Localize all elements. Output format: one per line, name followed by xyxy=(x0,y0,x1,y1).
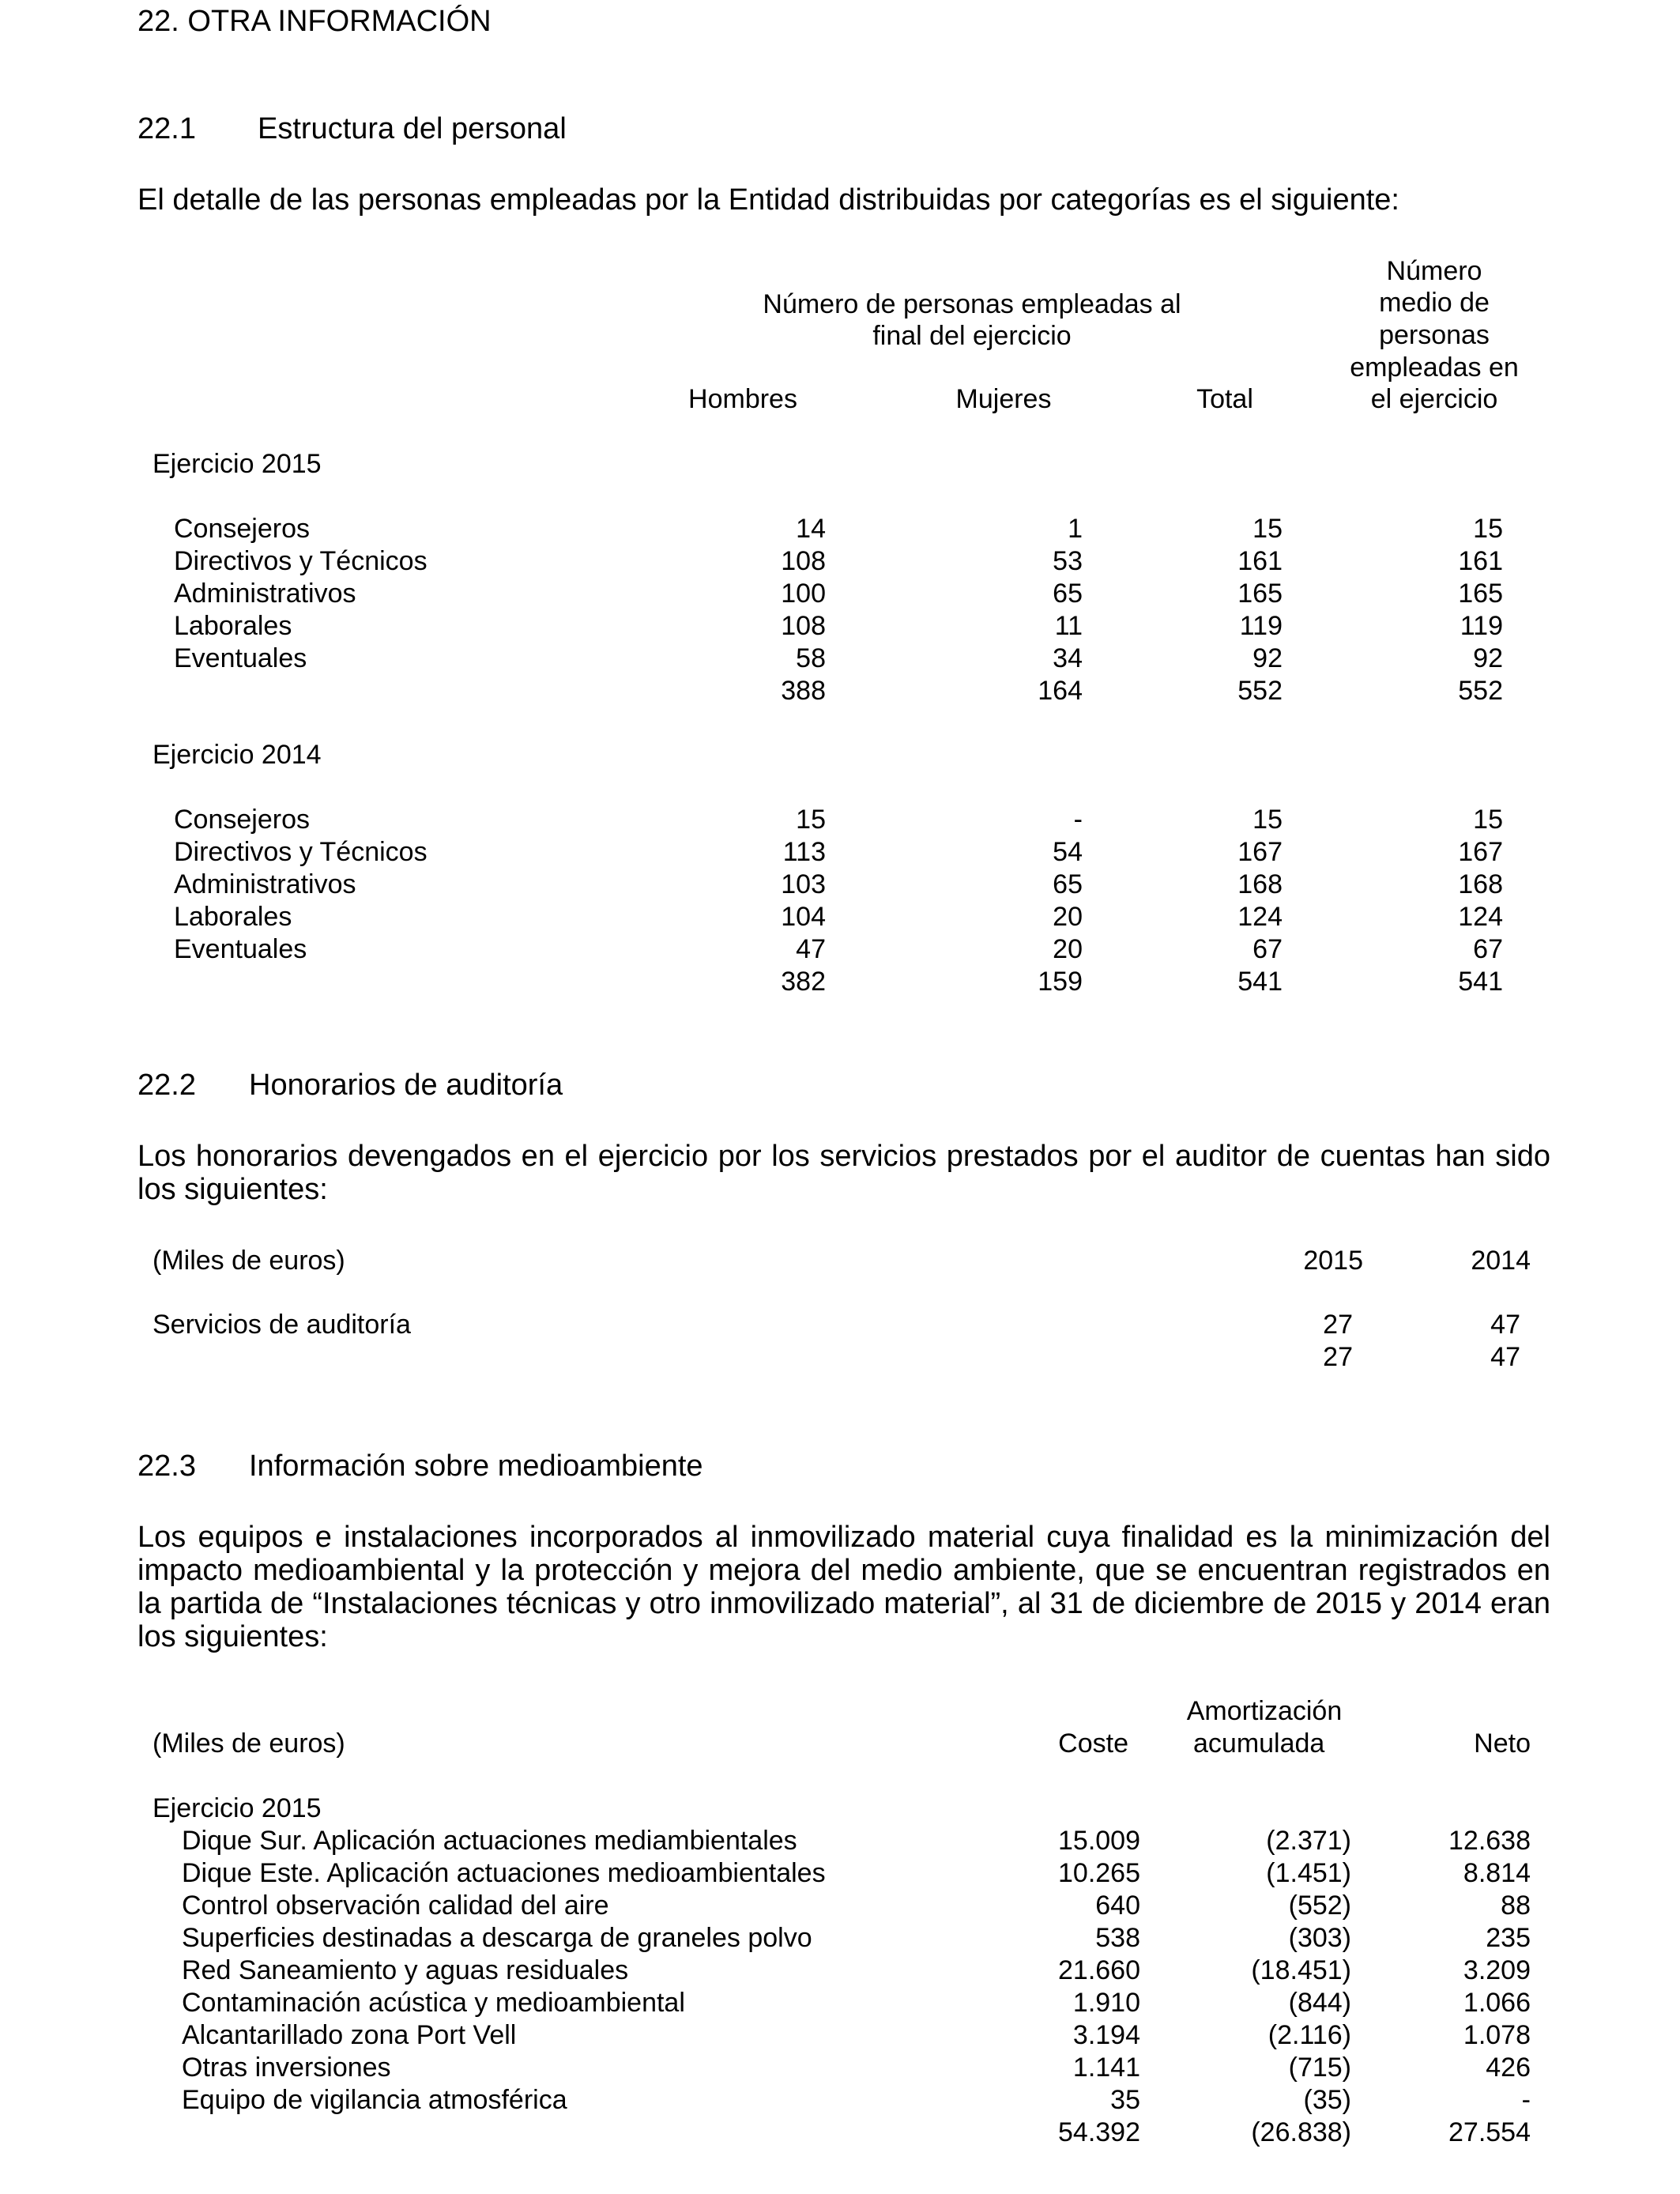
env-row-amort: (1.451) xyxy=(1266,1858,1351,1888)
table-row xyxy=(0,805,1680,837)
row-medio: 165 xyxy=(1458,579,1503,609)
col-total: Total xyxy=(1196,384,1253,414)
row-hombres: 108 xyxy=(781,546,826,576)
row-category: Eventuales xyxy=(174,934,307,964)
audit-row-label: Servicios de auditoría xyxy=(153,1310,411,1340)
env-row-neto: 27.554 xyxy=(1448,2117,1531,2147)
env-row-amort: (715) xyxy=(1288,2053,1351,2083)
audit-header-row xyxy=(0,1246,1680,1278)
row-category: Eventuales xyxy=(174,643,307,673)
env-row-label: Red Saneamiento y aguas residuales xyxy=(182,1955,629,1985)
env-row-neto: 3.209 xyxy=(1463,1955,1531,1985)
env-year-label: Ejercicio 2015 xyxy=(153,1793,322,1823)
env-row-coste: 15.009 xyxy=(1058,1826,1140,1856)
env-row-coste: 640 xyxy=(1095,1891,1140,1921)
audit-row-2014: 47 xyxy=(1490,1342,1520,1372)
row-hombres: 104 xyxy=(781,902,826,932)
subsection-number-22-1: 22.1 xyxy=(137,112,196,145)
audit-unit: (Miles de euros) xyxy=(153,1246,345,1276)
table-row xyxy=(0,2020,1680,2053)
env-row-label: Control observación calidad del aire xyxy=(182,1891,609,1921)
table-row xyxy=(0,837,1680,869)
env-row-coste: 10.265 xyxy=(1058,1858,1140,1888)
table-row xyxy=(0,611,1680,643)
row-mujeres: - xyxy=(1073,805,1083,835)
env-row-coste: 35 xyxy=(1110,2085,1140,2115)
row-total: 161 xyxy=(1237,546,1283,576)
subsection-title-22-3: Información sobre medioambiente xyxy=(249,1449,703,1483)
audit-row-2014: 47 xyxy=(1490,1310,1520,1340)
env-col-amort-line-1: Amortización xyxy=(1186,1696,1343,1726)
row-hombres: 103 xyxy=(781,869,826,899)
row-total: 15 xyxy=(1252,514,1283,544)
row-hombres: 58 xyxy=(796,643,826,673)
row-medio: 161 xyxy=(1458,546,1503,576)
row-mujeres: 11 xyxy=(1054,611,1083,641)
row-mujeres: 164 xyxy=(1038,676,1083,706)
row-medio: 15 xyxy=(1473,514,1503,544)
env-row-label: Contaminación acústica y medioambiental xyxy=(182,1988,685,2018)
row-hombres: 388 xyxy=(781,676,826,706)
subsection-number-22-3: 22.3 xyxy=(137,1449,196,1483)
year-label-2014: Ejercicio 2014 xyxy=(153,740,322,770)
row-category: Directivos y Técnicos xyxy=(174,837,428,867)
col-medio-line-2: medio de xyxy=(1379,288,1490,318)
row-mujeres: 34 xyxy=(1053,643,1083,673)
col-mujeres: Mujeres xyxy=(955,384,1052,414)
col-hombres: Hombres xyxy=(688,384,797,414)
section-title: 22. OTRA INFORMACIÓN xyxy=(137,5,492,38)
env-row-neto: 1.078 xyxy=(1463,2020,1531,2050)
env-row-neto: 8.814 xyxy=(1463,1858,1531,1888)
table-row xyxy=(0,1310,1680,1342)
row-hombres: 47 xyxy=(796,934,826,964)
table-row xyxy=(0,1923,1680,1955)
audit-col-2014: 2014 xyxy=(1471,1246,1531,1276)
row-category: Laborales xyxy=(174,902,292,932)
row-hombres: 100 xyxy=(781,579,826,609)
row-hombres: 382 xyxy=(781,967,826,997)
row-total: 67 xyxy=(1252,934,1283,964)
row-hombres: 14 xyxy=(796,514,826,544)
table-row xyxy=(0,1891,1680,1923)
row-total: 165 xyxy=(1237,579,1283,609)
env-row-coste: 3.194 xyxy=(1072,2020,1140,2050)
env-row-label: Superficies destinadas a descarga de graneles polvo xyxy=(182,1923,812,1953)
row-category: Consejeros xyxy=(174,514,310,544)
col-medio-line-5: el ejercicio xyxy=(1370,384,1498,414)
table-row-total xyxy=(0,1342,1680,1374)
subsection-title-22-2: Honorarios de auditoría xyxy=(249,1069,563,1102)
table-row xyxy=(0,514,1680,546)
row-medio: 92 xyxy=(1473,643,1503,673)
subsection-title-22-1: Estructura del personal xyxy=(258,112,567,145)
row-total: 124 xyxy=(1237,902,1283,932)
table-row xyxy=(0,1955,1680,1988)
row-medio: 541 xyxy=(1458,967,1503,997)
row-medio: 167 xyxy=(1458,837,1503,867)
row-mujeres: 20 xyxy=(1053,934,1083,964)
env-row-amort: (26.838) xyxy=(1251,2117,1351,2147)
row-hombres: 15 xyxy=(796,805,826,835)
table-row-total xyxy=(0,2117,1680,2150)
row-mujeres: 1 xyxy=(1068,514,1083,544)
env-row-label: Dique Sur. Aplicación actuaciones mediambientales xyxy=(182,1826,797,1856)
col-medio-line-3: personas xyxy=(1379,320,1490,350)
row-total: 92 xyxy=(1252,643,1283,673)
subsection-number-22-2: 22.2 xyxy=(137,1069,196,1102)
row-total: 167 xyxy=(1237,837,1283,867)
row-medio: 168 xyxy=(1458,869,1503,899)
intro-paragraph-22-2: Los honorarios devengados en el ejercicio por los servicios prestados por el auditor de cuentas han sido los siguientes: xyxy=(137,1140,1550,1206)
env-row-coste: 538 xyxy=(1095,1923,1140,1953)
year-label-2015: Ejercicio 2015 xyxy=(153,449,322,479)
env-col-amort-line-2: acumulada xyxy=(1193,1728,1325,1759)
row-category: Laborales xyxy=(174,611,292,641)
env-row-amort: (844) xyxy=(1288,1988,1351,2018)
env-col-coste: Coste xyxy=(1058,1728,1128,1759)
env-row-neto: 12.638 xyxy=(1448,1826,1531,1856)
header-group-line-2: final del ejercicio xyxy=(872,321,1072,351)
row-mujeres: 53 xyxy=(1053,546,1083,576)
env-row-amort: (35) xyxy=(1303,2085,1351,2115)
row-category: Administrativos xyxy=(174,579,356,609)
row-category: Consejeros xyxy=(174,805,310,835)
row-total: 541 xyxy=(1237,967,1283,997)
row-medio: 15 xyxy=(1473,805,1503,835)
env-row-neto: 426 xyxy=(1486,2053,1531,2083)
audit-row-2015: 27 xyxy=(1323,1342,1353,1372)
table-row xyxy=(0,2085,1680,2117)
env-row-coste: 54.392 xyxy=(1058,2117,1140,2147)
row-medio: 119 xyxy=(1460,611,1503,641)
env-row-coste: 1.141 xyxy=(1072,2053,1140,2083)
env-row-amort: (303) xyxy=(1288,1923,1351,1953)
env-row-amort: (552) xyxy=(1288,1891,1351,1921)
table-row xyxy=(0,934,1680,967)
env-row-label: Equipo de vigilancia atmosférica xyxy=(182,2085,567,2115)
env-row-label: Otras inversiones xyxy=(182,2053,391,2083)
row-total: 168 xyxy=(1237,869,1283,899)
audit-row-2015: 27 xyxy=(1323,1310,1353,1340)
env-col-neto: Neto xyxy=(1474,1728,1531,1759)
table-row xyxy=(0,1988,1680,2020)
table-row-total xyxy=(0,967,1680,999)
col-medio-line-4: empleadas en xyxy=(1350,352,1519,383)
row-category: Directivos y Técnicos xyxy=(174,546,428,576)
env-row-coste: 1.910 xyxy=(1072,1988,1140,2018)
row-total: 552 xyxy=(1237,676,1283,706)
table-row xyxy=(0,869,1680,902)
env-row-label: Dique Este. Aplicación actuaciones medioambientales xyxy=(182,1858,826,1888)
row-hombres: 113 xyxy=(782,837,826,867)
env-header-row xyxy=(0,1728,1680,1761)
env-row-amort: (2.371) xyxy=(1266,1826,1351,1856)
table-row xyxy=(0,2053,1680,2085)
header-group-line-1: Número de personas empleadas al xyxy=(763,289,1181,319)
row-medio: 67 xyxy=(1473,934,1503,964)
row-mujeres: 20 xyxy=(1053,902,1083,932)
audit-col-2015: 2015 xyxy=(1303,1246,1363,1276)
table-row xyxy=(0,546,1680,579)
env-row-neto: - xyxy=(1521,2085,1531,2115)
col-medio-line-1: Número xyxy=(1386,256,1482,286)
row-category: Administrativos xyxy=(174,869,356,899)
table-row xyxy=(0,579,1680,611)
table-row xyxy=(0,1858,1680,1891)
intro-paragraph-22-3: Los equipos e instalaciones incorporados al inmovilizado material cuya finalidad es la minimización del impacto medioambiental y la protección y mejora del medio ambiente, que se encuentran registrados en la partida de “Instalaciones técnicas y otro inmovilizado material”, al 31 de diciembre de 2015 y 2014 eran los siguientes: xyxy=(137,1521,1550,1653)
row-medio: 124 xyxy=(1458,902,1503,932)
row-total: 119 xyxy=(1239,611,1283,641)
row-mujeres: 65 xyxy=(1053,869,1083,899)
intro-paragraph-22-1: El detalle de las personas empleadas por la Entidad distribuidas por categorías es el siguiente: xyxy=(137,183,1399,217)
env-row-coste: 21.660 xyxy=(1058,1955,1140,1985)
table-row-total xyxy=(0,676,1680,708)
env-row-amort: (2.116) xyxy=(1268,2020,1351,2050)
env-row-label: Alcantarillado zona Port Vell xyxy=(182,2020,517,2050)
row-mujeres: 54 xyxy=(1053,837,1083,867)
row-mujeres: 159 xyxy=(1038,967,1083,997)
env-row-neto: 1.066 xyxy=(1463,1988,1531,2018)
row-medio: 552 xyxy=(1458,676,1503,706)
env-row-neto: 235 xyxy=(1486,1923,1531,1953)
env-row-amort: (18.451) xyxy=(1251,1955,1351,1985)
row-mujeres: 65 xyxy=(1053,579,1083,609)
table-row xyxy=(0,1826,1680,1858)
env-unit: (Miles de euros) xyxy=(153,1728,345,1759)
env-row-neto: 88 xyxy=(1501,1891,1531,1921)
row-hombres: 108 xyxy=(781,611,826,641)
row-total: 15 xyxy=(1252,805,1283,835)
table-row xyxy=(0,902,1680,934)
table-row xyxy=(0,643,1680,676)
